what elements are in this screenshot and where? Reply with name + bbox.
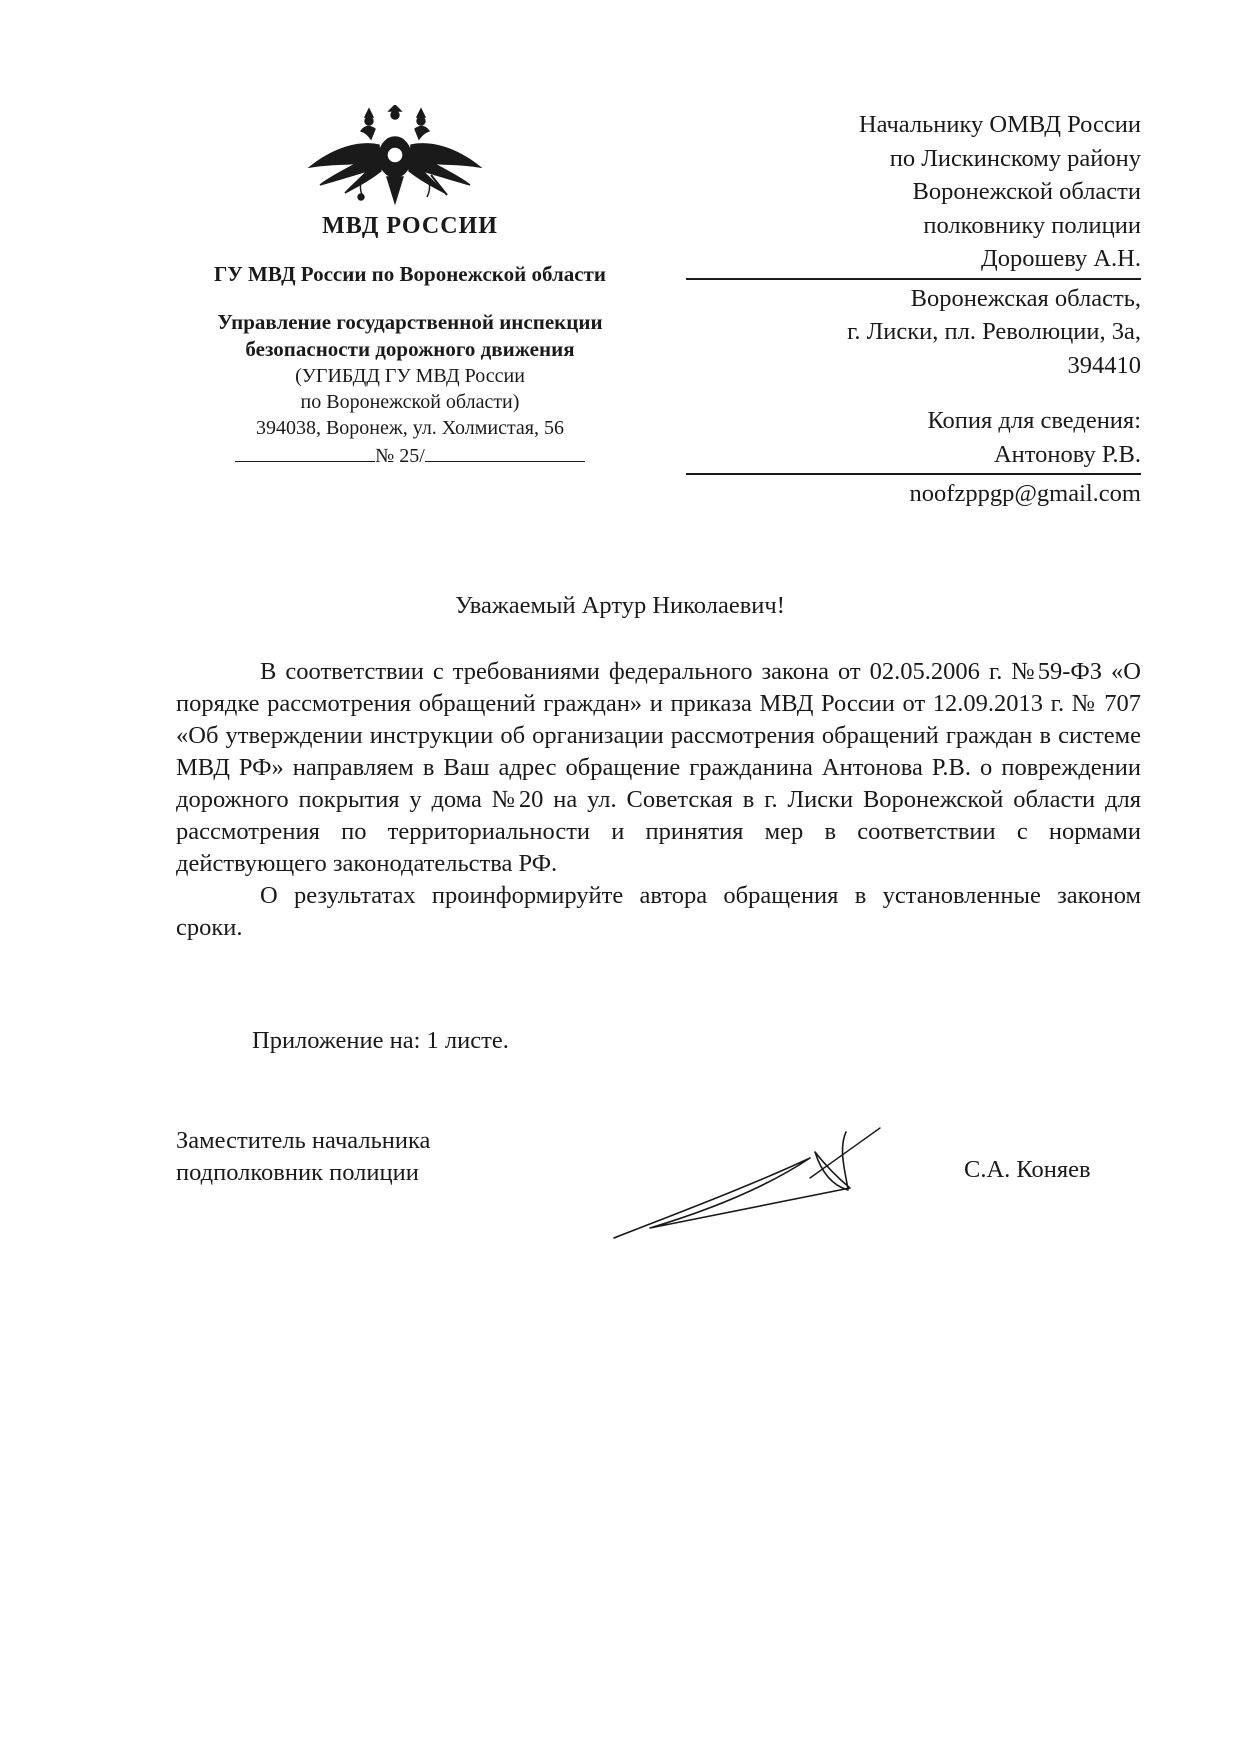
signer-name: С.А. Коняев	[964, 1156, 1091, 1183]
department-abbr: по Воронежской области)	[300, 391, 520, 413]
salutation: Уважаемый Артур Николаевич!	[455, 592, 785, 619]
recipient-address: Воронежская область,	[910, 284, 1141, 312]
signer-rank: подполковник полиции	[176, 1159, 419, 1186]
divider	[686, 473, 1141, 475]
recipient-name: Дорошеву А.Н.	[981, 245, 1141, 272]
recipient-line: полковнику полиции	[923, 211, 1141, 239]
copy-label: Копия для сведения:	[927, 407, 1141, 434]
body-paragraph: В соответствии с требованиями федерального закона от 02.05.2006 г. №59-ФЗ «О порядке рассмотрения обращений граждан» и приказа МВД России от 12.09.2013 г. № 707 «Об утверждении инструкции об организации рассмотрения обращений граждан в системе МВД РФ» направляем в Ваш адрес обращение гражданина Антонова Р.В. о повреждении дорожного покрытия у дома №20 на ул. Советская в г. Лиски Воронежской области для рассмотрения по территориальности и принятия мер в соответствии с нормами действующего законодательства РФ.	[176, 658, 1141, 877]
divider	[686, 278, 1141, 280]
letter-body	[176, 656, 1141, 944]
appendix-note: Приложение на: 1 листе.	[252, 1027, 509, 1054]
department-abbr: (УГИБДД ГУ МВД России	[295, 365, 525, 387]
recipient-line: Воронежской области	[912, 178, 1141, 205]
outgoing-number-text: № 25/	[375, 445, 425, 467]
signer-position	[176, 1125, 430, 1189]
sender-address: 394038, Воронеж, ул. Холмистая, 56	[255, 417, 565, 439]
handwritten-signature	[610, 1120, 895, 1245]
recipient-address: г. Лиски, пл. Революции, 3а,	[847, 318, 1141, 345]
recipient-line: Начальнику ОМВД России	[858, 111, 1141, 138]
number-blank	[425, 443, 585, 462]
recipient-postcode: 394410	[1067, 351, 1141, 379]
regional-directorate: ГУ МВД России по Воронежской области	[214, 262, 606, 286]
letterhead	[150, 205, 670, 468]
date-blank	[235, 443, 375, 462]
ministry-title: МВД РОССИИ	[322, 213, 498, 239]
recipient-line: по Лискинскому району	[889, 144, 1141, 172]
copy-email: noofzppgp@gmail.com	[909, 480, 1141, 507]
double-headed-eagle-emblem	[305, 105, 485, 210]
department-line: Управление государственной инспекции	[217, 310, 603, 334]
recipient-block	[686, 108, 1141, 511]
copy-name: Антонову Р.В.	[993, 440, 1141, 468]
body-paragraph: О результатах проинформируйте автора обращения в установленные законом сроки.	[176, 882, 1141, 941]
department-name	[150, 309, 670, 363]
outgoing-number	[150, 443, 670, 468]
signer-position-line: Заместитель начальника	[176, 1127, 431, 1154]
department-line: безопасности дорожного движения	[245, 337, 575, 361]
